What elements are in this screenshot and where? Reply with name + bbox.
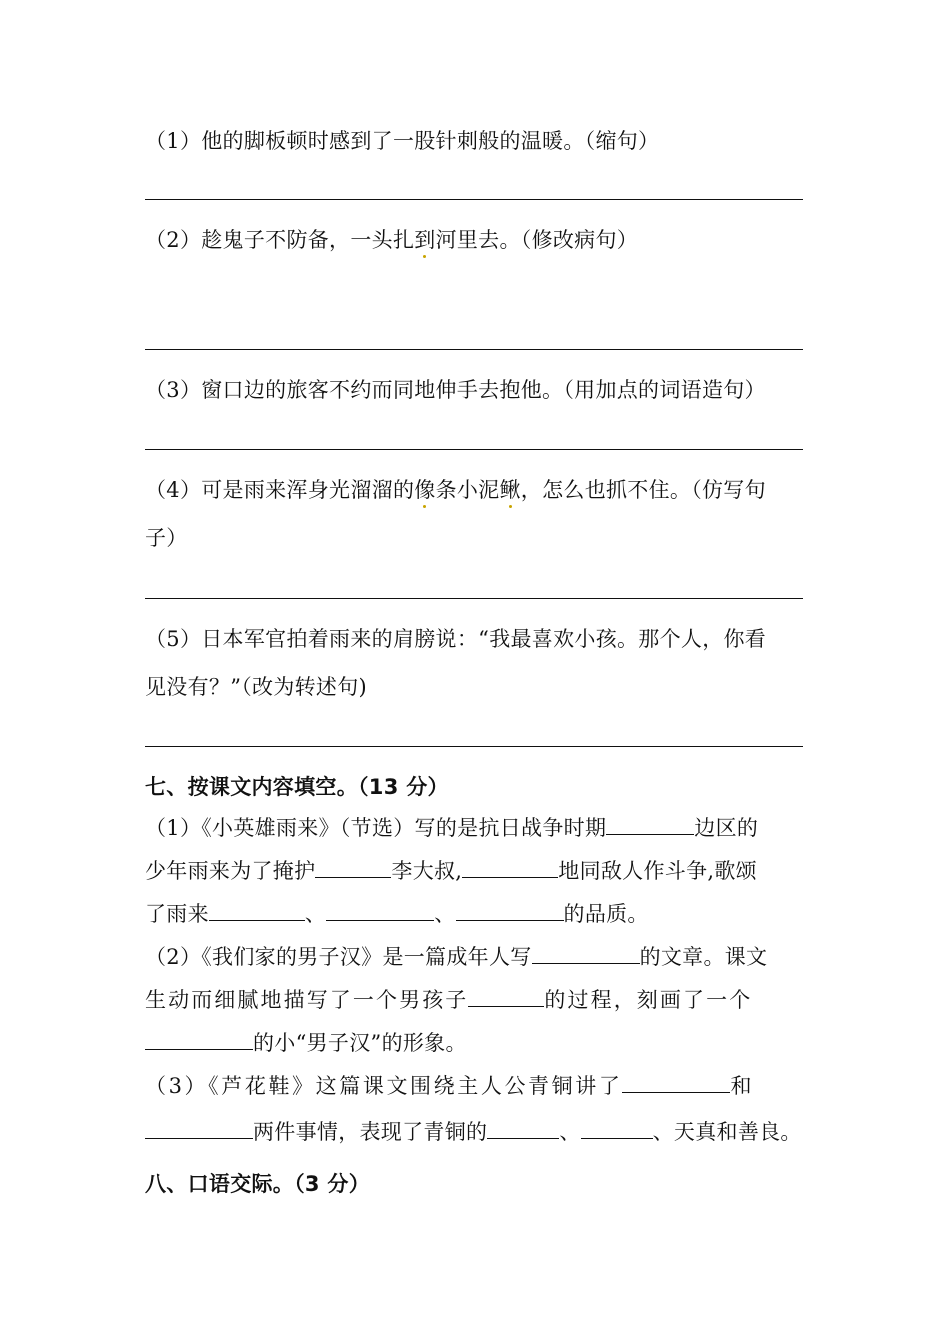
answer-line-2[interactable] xyxy=(145,349,803,350)
blank[interactable] xyxy=(462,857,558,878)
blank[interactable] xyxy=(606,814,694,835)
blank[interactable] xyxy=(456,900,564,921)
q5-text: （5）日本军官拍着雨来的肩膀说：“我最喜欢小孩。那个人，你看 xyxy=(145,627,767,651)
blank[interactable] xyxy=(532,943,640,964)
answer-line-3[interactable] xyxy=(145,449,803,450)
s7-item1-line3: 了雨来 、 、 的品质。 xyxy=(145,902,649,926)
blank[interactable] xyxy=(326,900,434,921)
q3-text: （3）窗口边的旅客不约而同地伸手去抱他。（用加点的词语造句） xyxy=(145,378,766,402)
blank[interactable] xyxy=(468,986,544,1007)
q1-text: （1）他的脚板顿时感到了一股针刺般的温暖。（缩句） xyxy=(145,129,660,153)
answer-line-4[interactable] xyxy=(145,598,803,599)
s7-item1-line2: 少年雨来为了掩护 李大叔, 地同敌人作斗争,歌颂 xyxy=(145,859,757,883)
s7-item3-line2: 两件事情，表现了青铜的 、 、天真和善良。 xyxy=(145,1118,802,1146)
blank[interactable] xyxy=(209,900,305,921)
section8-heading: 八、口语交际。（3 分） xyxy=(145,1172,371,1196)
blank[interactable] xyxy=(622,1072,730,1093)
s7-item2-line3: 的小“男子汉”的形象。 xyxy=(145,1029,467,1057)
answer-line-1[interactable] xyxy=(145,199,803,200)
answer-line-5[interactable] xyxy=(145,746,803,747)
s7-item2-line1: （2）《我们家的男子汉》是一篇成年人写 的文章。课文 xyxy=(145,945,768,969)
q2-text: （2）趁鬼子不防备，一头扎到河里去。（修改病句） xyxy=(145,228,639,252)
s7-item3-line1: （3）《芦花鞋》这篇课文围绕主人公青铜讲了 和 xyxy=(145,1074,755,1098)
s7-item2-line2: 生动而细腻地描写了一个男孩子 的过程，刻画了一个 xyxy=(145,988,753,1012)
blank[interactable] xyxy=(145,1029,253,1050)
section7-heading: 七、按课文内容填空。（13 分） xyxy=(145,775,449,799)
q5-text-line2: 见没有？”（改为转述句) xyxy=(145,675,368,699)
blank[interactable] xyxy=(315,857,391,878)
blank[interactable] xyxy=(487,1118,559,1139)
blank[interactable] xyxy=(145,1118,253,1139)
blank[interactable] xyxy=(581,1118,653,1139)
q4-text-line2: 子） xyxy=(145,526,188,550)
s7-item1-line1: （1）《小英雄雨来》（节选）写的是抗日战争时期 边区的 xyxy=(145,816,759,840)
q4-text: （4）可是雨来浑身光溜溜的像条小泥鳅，怎么也抓不住。（仿写句 xyxy=(145,478,766,502)
